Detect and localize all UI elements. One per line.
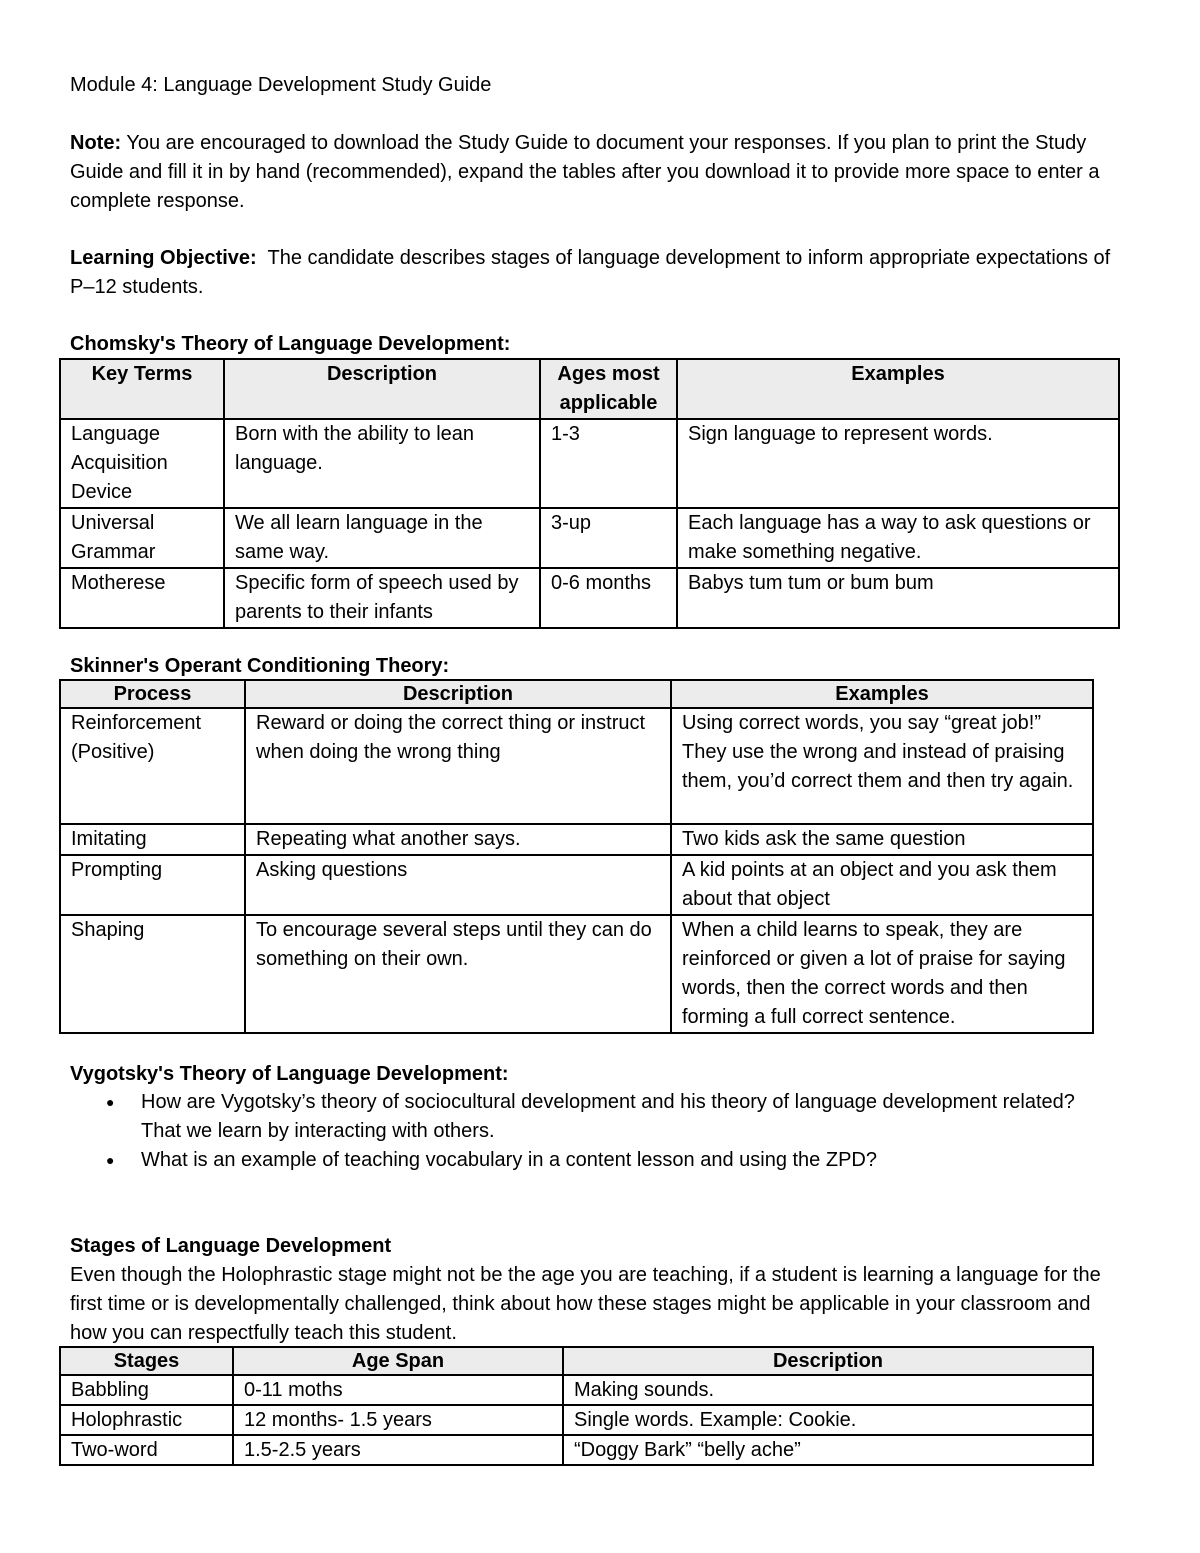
column-header: Key Terms — [60, 359, 224, 419]
column-header: Examples — [671, 680, 1093, 708]
table-cell: Shaping — [60, 915, 245, 1033]
column-header: Examples — [677, 359, 1119, 419]
table-cell: Single words. Example: Cookie. — [563, 1405, 1093, 1435]
table-cell: Reward or doing the correct thing or instruct when doing the wrong thing — [245, 708, 671, 824]
table-cell: Two-word — [60, 1435, 233, 1465]
table-cell: Prompting — [60, 855, 245, 915]
list-item: ● What is an example of teaching vocabulary in a content lesson and using the ZPD? — [70, 1146, 1120, 1175]
table-cell: 0-11 moths — [233, 1375, 563, 1405]
column-header: Process — [60, 680, 245, 708]
table-row — [60, 1405, 1093, 1435]
vygotsky-bullet-list — [70, 1088, 1120, 1175]
chomsky-heading: Chomsky's Theory of Language Development: — [70, 333, 511, 355]
document-title: Module 4: Language Development Study Guide — [70, 74, 492, 96]
table-row — [60, 1435, 1093, 1465]
table-cell: Babys tum tum or bum bum — [677, 568, 1119, 628]
table-cell: Language Acquisition Device — [60, 419, 224, 508]
table-row — [60, 708, 1093, 824]
table-row — [60, 568, 1119, 628]
table-row — [60, 824, 1093, 855]
table-cell: Using correct words, you say “great job!” They use the wrong and instead of praising them, you’d correct them and then try again. — [671, 708, 1093, 824]
column-header: Ages most applicable — [540, 359, 677, 419]
table-cell: Sign language to represent words. — [677, 419, 1119, 508]
note-text: You are encouraged to download the Study Guide to document your responses. If you plan to print the Study Guide and fill it in by hand (recommended), expand the tables after you download it to provide more space to enter a complete response. — [70, 132, 1100, 212]
table-cell: Imitating — [60, 824, 245, 855]
note-label: Note: — [70, 132, 122, 154]
table-cell: We all learn language in the same way. — [224, 508, 540, 568]
table-cell: Holophrastic — [60, 1405, 233, 1435]
table-row — [60, 508, 1119, 568]
objective-label: Learning Objective: — [70, 247, 257, 269]
stages-table — [59, 1346, 1094, 1466]
table-cell: Making sounds. — [563, 1375, 1093, 1405]
table-cell: 12 months- 1.5 years — [233, 1405, 563, 1435]
chomsky-table — [59, 358, 1120, 629]
table-cell: Reinforcement (Positive) — [60, 708, 245, 824]
table-cell: Each language has a way to ask questions or make something negative. — [677, 508, 1119, 568]
table-row — [60, 419, 1119, 508]
list-item: ● How are Vygotsky’s theory of sociocultural development and his theory of language development related? That we learn by interacting with others. — [70, 1088, 1120, 1146]
stages-intro: Even though the Holophrastic stage might not be the age you are teaching, if a student is learning a language for the first time or is developmentally challenged, think about how these stages might be applicable in your classroom and how you can respectfully teach this student. — [70, 1264, 1101, 1344]
table-cell: To encourage several steps until they can do something on their own. — [245, 915, 671, 1033]
table-header-row — [60, 359, 1119, 419]
table-header-row — [60, 1347, 1093, 1375]
table-cell: When a child learns to speak, they are reinforced or given a lot of praise for saying words, then the correct words and then forming a full correct sentence. — [671, 915, 1093, 1033]
column-header: Description — [224, 359, 540, 419]
vygotsky-heading: Vygotsky's Theory of Language Development: — [70, 1063, 509, 1085]
table-cell: Repeating what another says. — [245, 824, 671, 855]
column-header: Description — [245, 680, 671, 708]
table-cell: Babbling — [60, 1375, 233, 1405]
stages-heading: Stages of Language Development — [70, 1235, 392, 1257]
table-cell: 3-up — [540, 508, 677, 568]
table-header-row — [60, 680, 1093, 708]
table-row — [60, 1375, 1093, 1405]
skinner-table — [59, 679, 1094, 1034]
table-cell: A kid points at an object and you ask them about that object — [671, 855, 1093, 915]
table-cell: Two kids ask the same question — [671, 824, 1093, 855]
skinner-heading: Skinner's Operant Conditioning Theory: — [70, 655, 450, 677]
column-header: Stages — [60, 1347, 233, 1375]
table-cell: Specific form of speech used by parents to their infants — [224, 568, 540, 628]
objective-text: The candidate describes stages of language development to inform appropriate expectations of P–12 students. — [70, 247, 1111, 298]
note-paragraph — [70, 129, 1120, 216]
table-cell: 1-3 — [540, 419, 677, 508]
table-cell: 0-6 months — [540, 568, 677, 628]
table-cell: Asking questions — [245, 855, 671, 915]
table-row — [60, 915, 1093, 1033]
table-cell: Universal Grammar — [60, 508, 224, 568]
table-cell: 1.5-2.5 years — [233, 1435, 563, 1465]
column-header: Age Span — [233, 1347, 563, 1375]
table-cell: Motherese — [60, 568, 224, 628]
table-row — [60, 855, 1093, 915]
objective-paragraph — [70, 244, 1120, 302]
table-cell: Born with the ability to lean language. — [224, 419, 540, 508]
table-cell: “Doggy Bark” “belly ache” — [563, 1435, 1093, 1465]
column-header: Description — [563, 1347, 1093, 1375]
